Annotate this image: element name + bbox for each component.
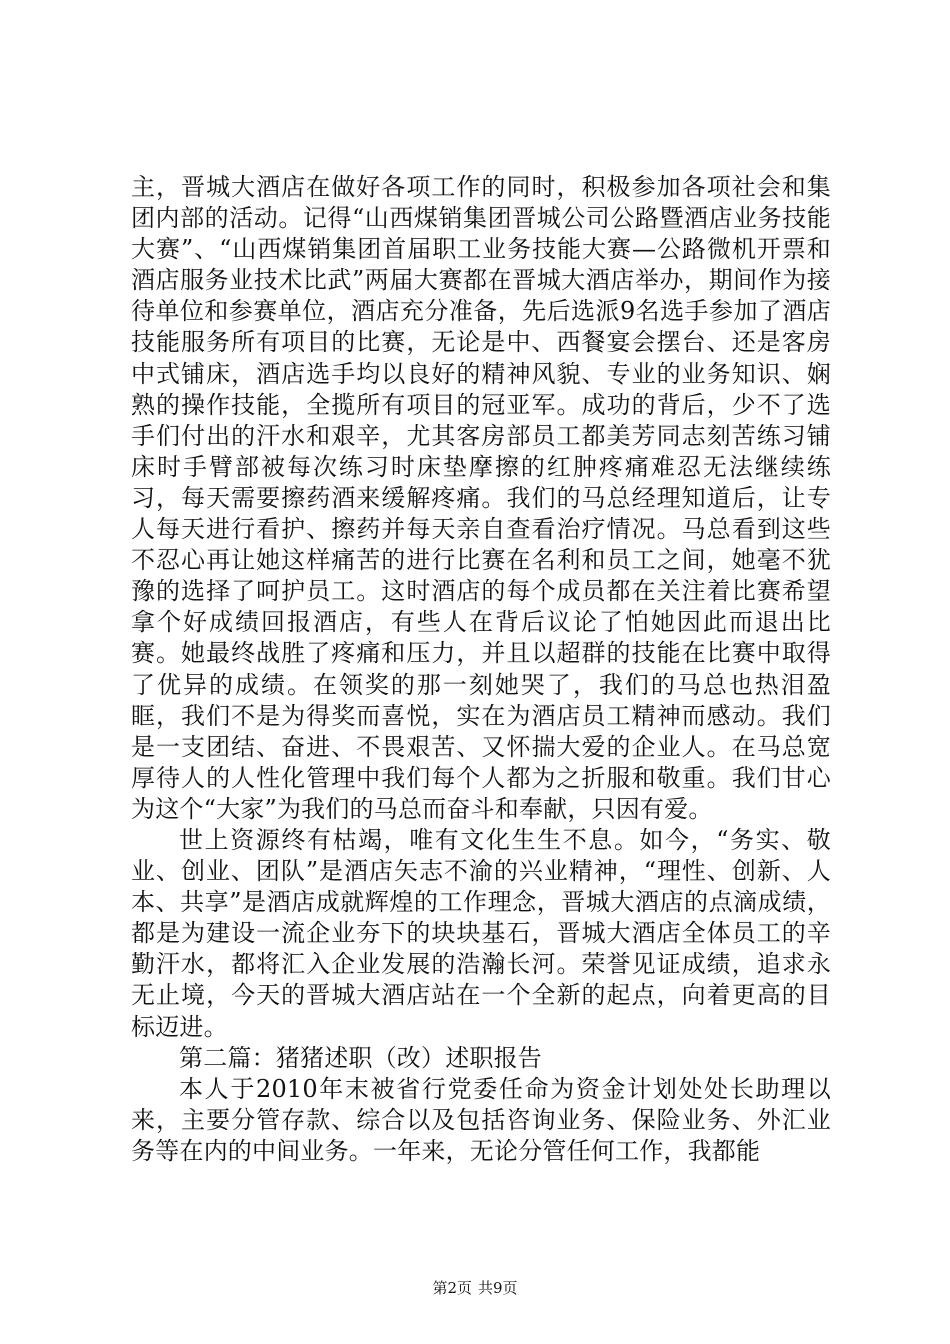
body-paragraph: 世上资源终有枯竭，唯有文化生生不息。如今，“务实、敬业、创业、团队”是酒店矢志不渝的兴业精神，“理性、创新、人本、共享”是酒店成就辉煌的工作理念，晋城大酒店的点滴成绩，都是为建设一流企业夯下的块块基石，晋城大酒店全体员工的辛勤汗水，都将汇入企业发展的浩瀚长河。荣誉见证成绩，追求永无止境，今天的晋城大酒店站在一个全新的起点，向着更高的目标迈进。 bbox=[131, 825, 831, 1041]
page-number: 第2页 bbox=[432, 1279, 472, 1297]
document-body bbox=[131, 172, 831, 1167]
page-total: 共9页 bbox=[478, 1279, 518, 1297]
body-paragraph: 主，晋城大酒店在做好各项工作的同时，积极参加各项社会和集团内部的活动。记得“山西煤销集团晋城公司公路暨酒店业务技能大赛”、“山西煤销集团首届职工业务技能大赛—公路微机开票和酒店服务业技术比武”两届大赛都在晋城大酒店举办，期间作为接待单位和参赛单位，酒店充分准备，先后选派9名选手参加了酒店技能服务所有项目的比赛，无论是中、西餐宴会摆台、还是客房中式铺床，酒店选手均以良好的精神风貌、专业的业务知识、娴熟的操作技能，全揽所有项目的冠亚军。成功的背后，少不了选手们付出的汗水和艰辛，尤其客房部员工都美芳同志刻苦练习铺床时手臂部被每次练习时床垫摩擦的红肿疼痛难忍无法继续练习，每天需要擦药酒来缓解疼痛。我们的马总经理知道后，让专人每天进行看护、擦药并每天亲自查看治疗情况。马总看到这些不忍心再让她这样痛苦的进行比赛在名利和员工之间，她毫不犹豫的选择了呵护员工。这时酒店的每个成员都在关注着比赛希望拿个好成绩回报酒店，有些人在背后议论了怕她因此而退出比赛。她最终战胜了疼痛和压力，并且以超群的技能在比赛中取得了优异的成绩。在领奖的那一刻她哭了，我们的马总也热泪盈眶，我们不是为得奖而喜悦，实在为酒店员工精神而感动。我们是一支团结、奋进、不畏艰苦、又怀揣大爱的企业人。在马总宽厚待人的人性化管理中我们每个人都为之折服和敬重。我们甘心为这个“大家”为我们的马总而奋斗和奉献，只因有爱。 bbox=[131, 173, 831, 823]
section-heading: 第二篇：猪猪述职（改）述职报告 bbox=[179, 1043, 542, 1072]
body-paragraph: 本人于2010年末被省行党委任命为资金计划处处长助理以来，主要分管存款、综合以及包括咨询业务、保险业务、外汇业务等在内的中间业务。一年来，无论分管任何工作，我都能 bbox=[131, 1074, 831, 1165]
page-footer bbox=[0, 1277, 950, 1298]
